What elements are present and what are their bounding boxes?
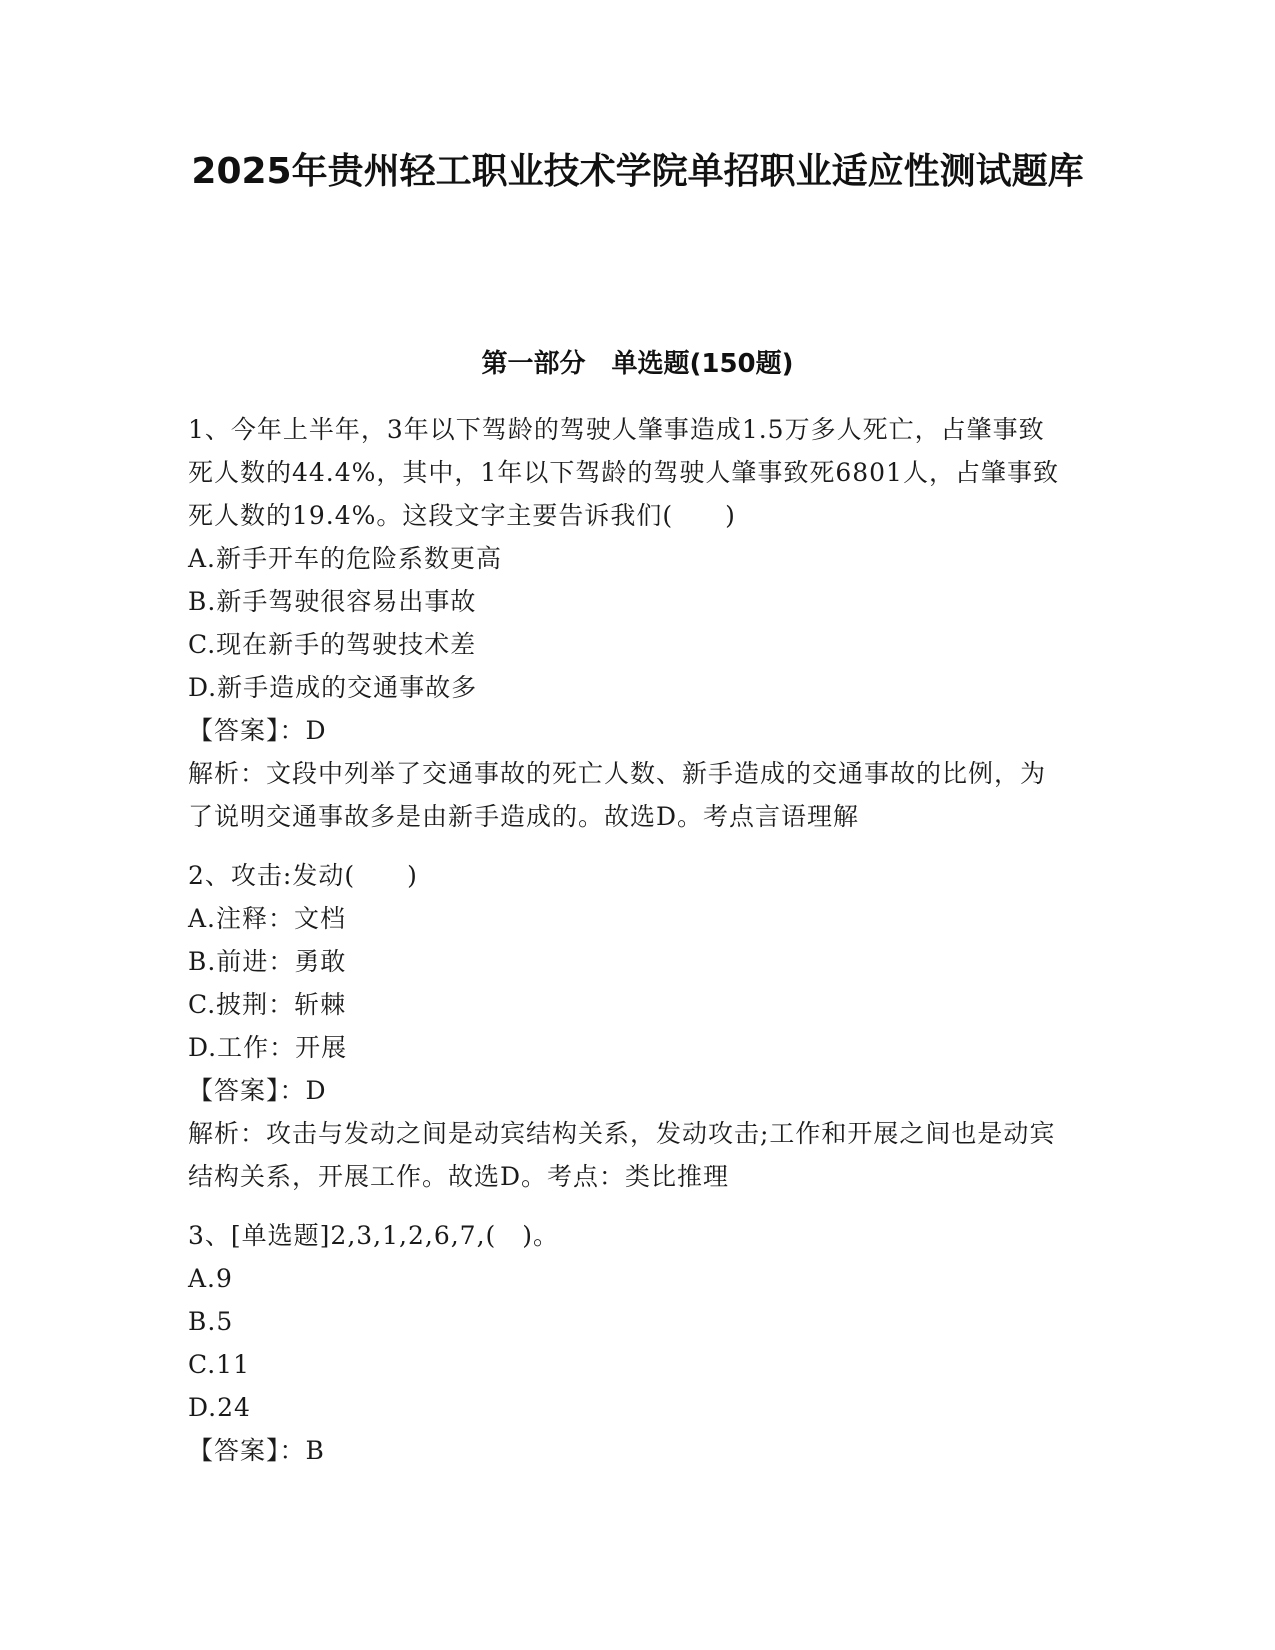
question-item bbox=[188, 1214, 1068, 1472]
question-stem: 2、攻击:发动( ) bbox=[188, 861, 418, 890]
option-b: B.新手驾驶很容易出事故 bbox=[188, 587, 477, 616]
option-c: C.披荆：斩棘 bbox=[188, 990, 347, 1019]
option-a: A.注释：文档 bbox=[188, 904, 347, 933]
answer: 【答案】：D bbox=[188, 1076, 327, 1105]
option-d: D.工作：开展 bbox=[188, 1033, 348, 1062]
option-a: A.新手开车的危险系数更高 bbox=[188, 544, 503, 573]
option-b: B.前进：勇敢 bbox=[188, 947, 347, 976]
answer: 【答案】：B bbox=[188, 1436, 325, 1465]
option-d: D.新手造成的交通事故多 bbox=[188, 673, 478, 702]
question-stem: 1、今年上半年，3年以下驾龄的驾驶人肇事造成1.5万多人死亡，占肇事致死人数的44.4%，其中，1年以下驾龄的驾驶人肇事致死6801人，占肇事致死人数的19.4%。这段文字主要告诉我们( ) bbox=[188, 415, 1059, 530]
question-item bbox=[188, 408, 1068, 838]
document-title: 2025年贵州轻工职业技术学院单招职业适应性测试题库 bbox=[191, 151, 1084, 192]
analysis: 解析：文段中列举了交通事故的死亡人数、新手造成的交通事故的比例，为了说明交通事故多是由新手造成的。故选D。考点言语理解 bbox=[188, 759, 1047, 831]
option-a: A.9 bbox=[188, 1264, 233, 1293]
section-heading: 第一部分 单选题(150题) bbox=[481, 349, 794, 379]
option-c: C.现在新手的驾驶技术差 bbox=[188, 630, 477, 659]
option-c: C.11 bbox=[188, 1350, 250, 1379]
option-b: B.5 bbox=[188, 1307, 234, 1336]
question-item bbox=[188, 854, 1068, 1198]
answer: 【答案】：D bbox=[188, 716, 327, 745]
question-stem: 3、[单选题]2,3,1,2,6,7,( )。 bbox=[188, 1221, 560, 1250]
option-d: D.24 bbox=[188, 1393, 251, 1422]
question-list bbox=[188, 408, 1068, 1488]
analysis: 解析：攻击与发动之间是动宾结构关系，发动攻击;工作和开展之间也是动宾结构关系，开展工作。故选D。考点：类比推理 bbox=[188, 1119, 1056, 1191]
